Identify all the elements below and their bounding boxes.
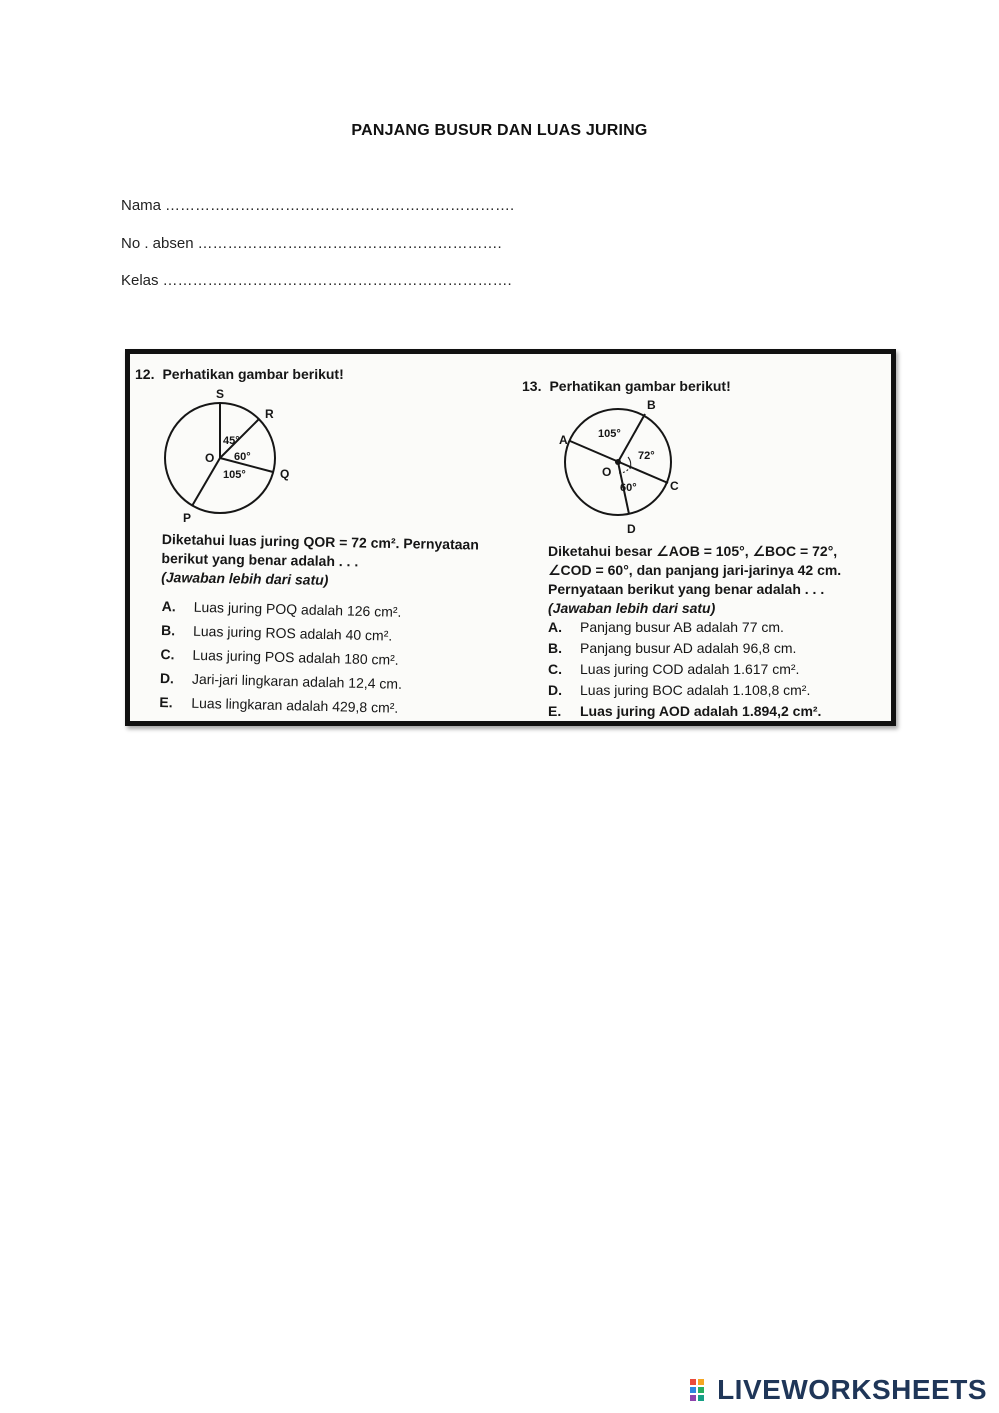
- q12-stem-text: Diketahui luas juring QOR = 72 cm². Pernyataan berikut yang benar adalah . . .: [161, 530, 479, 570]
- q13-circle-diagram: [540, 399, 690, 534]
- q12-stem: [161, 530, 492, 593]
- field-no-absen: [121, 235, 502, 252]
- q12-number: 12.: [135, 366, 155, 382]
- q12-angle-60: 60°: [234, 451, 251, 463]
- option-letter: E.: [159, 693, 173, 711]
- q13-angle-72: 72°: [638, 450, 655, 462]
- q12-options: [159, 594, 404, 720]
- q13-stem: [548, 542, 878, 618]
- q13-option-a: [548, 617, 821, 638]
- scanned-questions-image: [125, 349, 896, 726]
- field-dots: …………………………………………………………….: [165, 197, 515, 214]
- option-letter: E.: [548, 703, 562, 719]
- q12-label-o: O: [205, 451, 215, 465]
- option-letter: B.: [548, 640, 562, 656]
- q13-label-b: B: [647, 399, 656, 412]
- field-dots: …………………………………………………….: [197, 235, 502, 252]
- q13-options: [548, 617, 821, 722]
- option-text: Luas juring POS adalah 180 cm².: [192, 646, 399, 668]
- q13-label-d: D: [627, 522, 636, 534]
- q12-heading-text: Perhatikan gambar berikut!: [162, 366, 344, 382]
- q13-label-o: O: [602, 465, 612, 479]
- option-text: Luas juring BOC adalah 1.108,8 cm².: [580, 682, 811, 698]
- brand-name: LIVEWORKSHEETS: [717, 1374, 987, 1405]
- option-text: Luas juring POQ adalah 126 cm².: [193, 598, 402, 620]
- field-dots: …………………………………………………………….: [162, 272, 512, 289]
- q12-heading: [135, 366, 344, 382]
- field-label: No . absen: [121, 235, 194, 252]
- q12-label-s: S: [216, 387, 225, 401]
- option-letter: D.: [548, 682, 562, 698]
- q12-label-q: Q: [280, 467, 290, 481]
- option-text: Luas lingkaran adalah 429,8 cm².: [191, 694, 399, 716]
- field-label: Nama: [121, 197, 162, 214]
- option-text: Panjang busur AD adalah 96,8 cm.: [580, 640, 797, 656]
- option-letter: C.: [548, 661, 562, 677]
- q13-note: (Jawaban lebih dari satu): [548, 600, 716, 616]
- q13-option-b: [548, 638, 821, 659]
- option-text: Luas juring AOD adalah 1.894,2 cm².: [580, 703, 822, 719]
- q13-heading: [522, 378, 731, 394]
- page-title: PANJANG BUSUR DAN LUAS JURING: [351, 122, 648, 139]
- q12-option-e: [159, 690, 402, 720]
- liveworksheets-logo-icon: [689, 1378, 713, 1402]
- option-letter: B.: [160, 621, 176, 639]
- q12-note: (Jawaban lebih dari satu): [161, 568, 329, 588]
- q12-label-p: P: [183, 511, 192, 525]
- option-letter: D.: [159, 669, 175, 687]
- q13-label-a: A: [559, 433, 568, 447]
- q12-radius-op: [192, 458, 220, 506]
- liveworksheets-brand: [689, 1374, 987, 1406]
- q13-label-c: C: [670, 479, 679, 493]
- option-letter: A.: [161, 597, 176, 615]
- q12-circle-diagram: [150, 386, 300, 531]
- q13-number: 13.: [522, 378, 542, 394]
- q13-option-e: [548, 701, 821, 722]
- q13-heading-text: Perhatikan gambar berikut!: [549, 378, 731, 394]
- field-kelas: [121, 272, 512, 289]
- q12-label-r: R: [265, 407, 274, 421]
- q12-angle-105: 105°: [223, 469, 246, 481]
- q13-option-c: [548, 659, 821, 680]
- option-text: Luas juring ROS adalah 40 cm².: [192, 622, 393, 644]
- option-text: Luas juring COD adalah 1.617 cm².: [580, 661, 800, 677]
- field-nama: [121, 197, 514, 214]
- q13-angle-60: 60°: [620, 482, 637, 494]
- option-letter: C.: [160, 645, 175, 663]
- q13-option-d: [548, 680, 821, 701]
- option-letter: A.: [548, 619, 562, 635]
- q13-center-point: [615, 459, 621, 465]
- option-text: Panjang busur AB adalah 77 cm.: [580, 619, 784, 635]
- q13-stem-text: Diketahui besar ∠AOB = 105°, ∠BOC = 72°, ∠COD = 60°, dan panjang jari-jarinya 42 cm. Pernyataan berikut yang benar adalah . . .: [548, 543, 842, 597]
- field-label: Kelas: [121, 272, 159, 289]
- q13-angle-105: 105°: [598, 428, 621, 440]
- q12-angle-45: 45°: [223, 435, 240, 447]
- option-text: Jari-jari lingkaran adalah 12,4 cm.: [191, 670, 403, 692]
